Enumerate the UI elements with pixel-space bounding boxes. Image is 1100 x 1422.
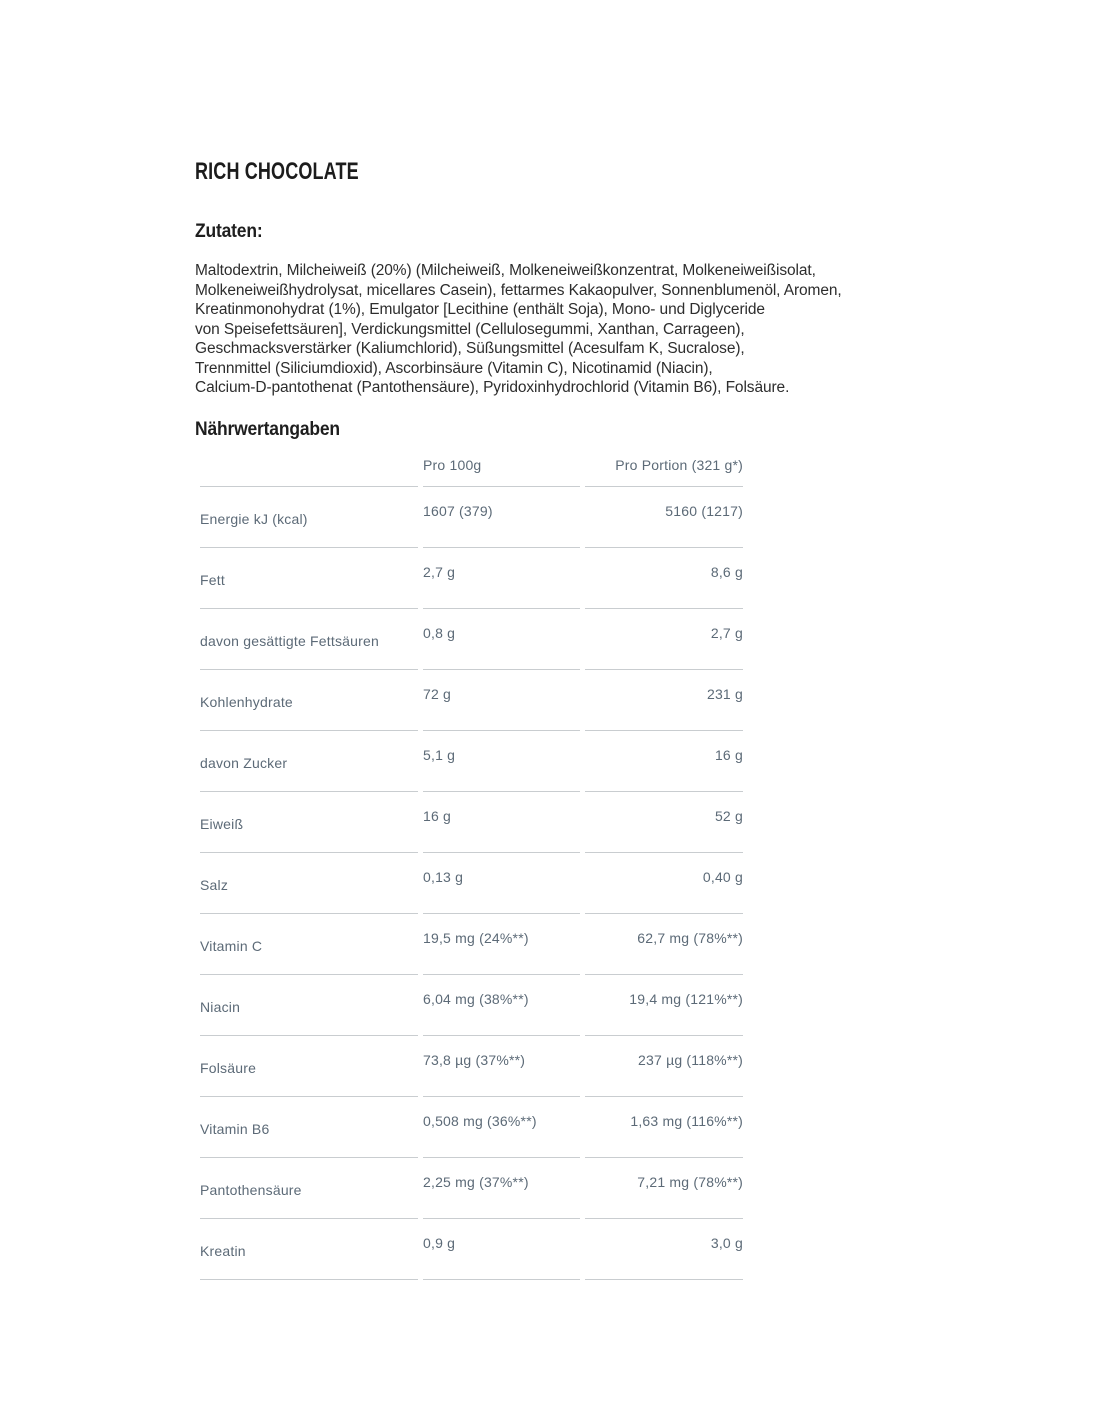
row-label: Niacin: [200, 975, 418, 1036]
ingredient-line: Molkeneiweißhydrolysat, micellares Casein), fettarmes Kakaopulver, Sonnenblumenöl, Aromen,: [195, 281, 842, 299]
table-row: [200, 914, 743, 975]
value-per-portion: 52 g: [585, 792, 743, 853]
value-per-100g: 16 g: [423, 792, 580, 853]
ingredient-line: von Speisefettsäuren], Verdickungsmittel (Cellulosegummi, Xanthan, Carrageen),: [195, 320, 745, 338]
value-per-100g: 1607 (379): [423, 487, 580, 548]
row-label: Vitamin C: [200, 914, 418, 975]
row-label: Vitamin B6: [200, 1097, 418, 1158]
value-per-100g: 0,8 g: [423, 609, 580, 670]
row-label: Salz: [200, 853, 418, 914]
table-row: [200, 853, 743, 914]
row-label: Energie kJ (kcal): [200, 487, 418, 548]
table-row: [200, 487, 743, 548]
table-row: [200, 975, 743, 1036]
ingredient-line: Trennmittel (Siliciumdioxid), Ascorbinsäure (Vitamin C), Nicotinamid (Niacin),: [195, 359, 713, 377]
table-row: [200, 670, 743, 731]
nutrition-heading: Nährwertangaben: [195, 419, 340, 440]
value-per-portion: 8,6 g: [585, 548, 743, 609]
ingredient-line: Calcium-D-pantothenat (Pantothensäure), Pyridoxinhydrochlorid (Vitamin B6), Folsäure.: [195, 379, 790, 396]
value-per-portion: 7,21 mg (78%**): [585, 1158, 743, 1219]
value-per-portion: 16 g: [585, 731, 743, 792]
ingredients-paragraph: [195, 261, 842, 398]
table-row: [200, 1036, 743, 1097]
value-per-portion: 0,40 g: [585, 853, 743, 914]
table-row: [200, 1219, 743, 1280]
row-label: Pantothensäure: [200, 1158, 418, 1219]
value-per-portion: 5160 (1217): [585, 487, 743, 548]
table-row: [200, 609, 743, 670]
value-per-100g: 72 g: [423, 670, 580, 731]
value-per-100g: 6,04 mg (38%**): [423, 975, 580, 1036]
ingredients-heading: Zutaten:: [195, 221, 263, 242]
value-per-100g: 0,13 g: [423, 853, 580, 914]
table-row: [200, 548, 743, 609]
row-label: Eiweiß: [200, 792, 418, 853]
value-per-portion: 1,63 mg (116%**): [585, 1097, 743, 1158]
value-per-100g: 2,25 mg (37%**): [423, 1158, 580, 1219]
value-per-100g: 73,8 µg (37%**): [423, 1036, 580, 1097]
nutrition-table: [195, 447, 748, 1280]
column-header-empty: [200, 447, 418, 487]
value-per-100g: 5,1 g: [423, 731, 580, 792]
value-per-portion: 62,7 mg (78%**): [585, 914, 743, 975]
ingredient-line: Geschmacksverstärker (Kaliumchlorid), Süßungsmittel (Acesulfam K, Sucralose),: [195, 340, 745, 357]
value-per-portion: 237 µg (118%**): [585, 1036, 743, 1097]
row-label: Kohlenhydrate: [200, 670, 418, 731]
value-per-100g: 0,508 mg (36%**): [423, 1097, 580, 1158]
value-per-portion: 3,0 g: [585, 1219, 743, 1280]
row-label: Folsäure: [200, 1036, 418, 1097]
column-header-per-portion: Pro Portion (321 g*): [585, 447, 743, 487]
value-per-portion: 231 g: [585, 670, 743, 731]
table-row: [200, 792, 743, 853]
row-label: davon Zucker: [200, 731, 418, 792]
column-header-per-100g: Pro 100g: [423, 447, 580, 487]
table-row: [200, 1158, 743, 1219]
table-row: [200, 731, 743, 792]
nutrition-table-container: [195, 447, 748, 1280]
product-title: RICH CHOCOLATE: [195, 158, 359, 185]
value-per-100g: 19,5 mg (24%**): [423, 914, 580, 975]
value-per-portion: 2,7 g: [585, 609, 743, 670]
ingredient-line: Kreatinmonohydrat (1%), Emulgator [Lecithine (enthält Soja), Mono- und Diglyceride: [195, 301, 765, 318]
row-label: Fett: [200, 548, 418, 609]
ingredient-line: Maltodextrin, Milcheiweiß (20%) (Milcheiweiß, Molkeneiweißkonzentrat, Molkeneiweißisolat,: [195, 262, 816, 279]
value-per-100g: 0,9 g: [423, 1219, 580, 1280]
nutrition-header-row: [200, 447, 743, 487]
row-label: Kreatin: [200, 1219, 418, 1280]
value-per-100g: 2,7 g: [423, 548, 580, 609]
table-row: [200, 1097, 743, 1158]
value-per-portion: 19,4 mg (121%**): [585, 975, 743, 1036]
row-label: davon gesättigte Fettsäuren: [200, 609, 418, 670]
